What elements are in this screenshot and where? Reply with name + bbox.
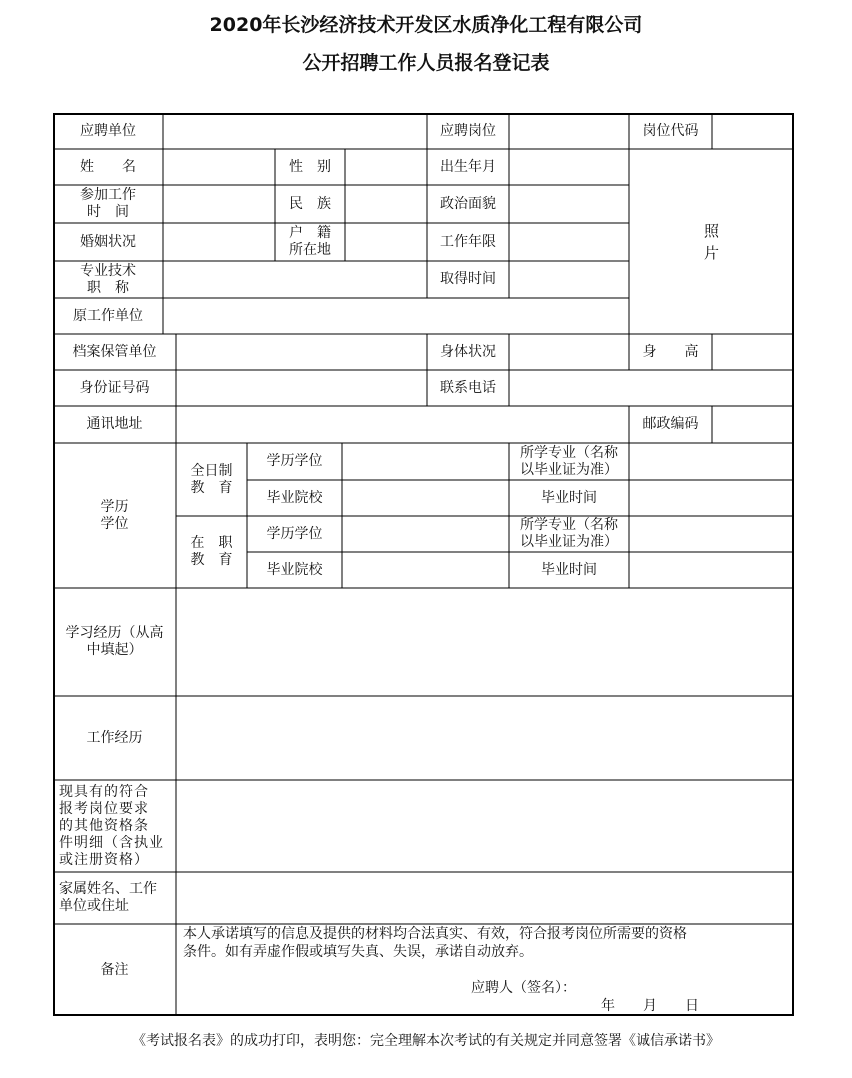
other-qualifications-field[interactable]: [176, 780, 794, 872]
label-ft-major: 所学专业（名称 以毕业证为准）: [520, 444, 618, 478]
form-title-line2: 公开招聘工作人员报名登记表: [302, 52, 550, 74]
pt-grad-time-field[interactable]: [629, 552, 794, 588]
phone-field[interactable]: [509, 370, 794, 406]
height-field[interactable]: [712, 334, 794, 370]
name-field[interactable]: [163, 149, 275, 185]
label-title-pro: 专业技术 职 称: [80, 262, 136, 296]
former-unit-field[interactable]: [163, 298, 629, 334]
label-family: 家属姓名、工作 单位或住址: [59, 881, 157, 914]
birth-field[interactable]: [509, 149, 629, 185]
label-pt-major: 所学专业（名称 以毕业证为准）: [520, 517, 618, 550]
commitment-line2: 条件。如有弄虚作假或填写失真、失误，承诺自动放弃。: [183, 944, 533, 960]
pt-major-field[interactable]: [629, 516, 794, 552]
pt-school-field[interactable]: [342, 552, 509, 588]
label-political: 政治面貌: [440, 195, 496, 212]
signature-date: 年 月 日: [601, 998, 699, 1014]
postcode-field[interactable]: [712, 406, 794, 443]
ft-school-field[interactable]: [342, 480, 509, 516]
label-ft-degree: 学历学位: [266, 453, 323, 469]
post-code-field[interactable]: [712, 113, 794, 149]
label-archive-unit: 档案保管单位: [72, 343, 157, 360]
label-education: 学历 学位: [100, 498, 129, 532]
label-postcode: 邮政编码: [642, 416, 699, 432]
label-work-start: 参加工作 时 间: [80, 187, 136, 220]
work-years-field[interactable]: [509, 223, 629, 261]
label-hukou: 户 籍 所在地: [289, 225, 331, 258]
label-birth: 出生年月: [440, 158, 496, 175]
political-field[interactable]: [509, 185, 629, 223]
commitment-line1: 本人承诺填写的信息及提供的材料均合法真实、有效，符合报考岗位所需要的资格: [183, 926, 687, 942]
apply-post-field[interactable]: [509, 113, 629, 149]
label-height: 身 高: [642, 343, 699, 360]
archive-unit-field[interactable]: [176, 334, 427, 370]
marital-field[interactable]: [163, 223, 275, 261]
address-field[interactable]: [176, 406, 629, 443]
obtain-time-field[interactable]: [509, 261, 629, 298]
label-other-qualifications: 现具有的符合 报考岗位要求 的其他资格条 件明细（含执业 或注册资格）: [59, 783, 164, 868]
label-post-code: 岗位代码: [642, 122, 699, 139]
signature-label: 应聘人（签名）：: [471, 980, 576, 996]
label-work-history: 工作经历: [86, 729, 143, 746]
label-address: 通讯地址: [86, 416, 143, 432]
label-pt-grad-time: 毕业时间: [541, 561, 597, 578]
hukou-field[interactable]: [345, 223, 427, 261]
work-history-field[interactable]: [176, 696, 794, 780]
label-obtain-time: 取得时间: [440, 271, 496, 287]
label-apply-post: 应聘岗位: [440, 122, 496, 139]
label-ft-grad-time: 毕业时间: [541, 489, 597, 506]
ethnicity-field[interactable]: [345, 185, 427, 223]
label-former-unit: 原工作单位: [73, 307, 143, 324]
study-history-field[interactable]: [176, 588, 794, 696]
photo-box[interactable]: 照 片: [703, 221, 719, 262]
label-fulltime-education: 全日制 教 育: [190, 462, 233, 496]
ft-major-field[interactable]: [629, 443, 794, 480]
label-remarks: 备注: [100, 961, 129, 978]
pt-degree-field[interactable]: [342, 516, 509, 552]
label-health: 身体状况: [440, 343, 496, 360]
label-apply-unit: 应聘单位: [80, 122, 136, 139]
ft-grad-time-field[interactable]: [629, 480, 794, 516]
label-phone: 联系电话: [440, 379, 496, 396]
label-pt-school: 毕业院校: [266, 561, 323, 578]
label-ft-school: 毕业院校: [266, 489, 323, 506]
title-pro-field[interactable]: [163, 261, 427, 298]
label-gender: 性 别: [289, 158, 331, 175]
health-field[interactable]: [509, 334, 629, 370]
label-parttime-education: 在 职 教 育: [190, 535, 233, 568]
family-field[interactable]: [176, 872, 794, 924]
ft-degree-field[interactable]: [342, 443, 509, 480]
label-id-number: 身份证号码: [79, 379, 150, 396]
id-number-field[interactable]: [176, 370, 427, 406]
label-marital: 婚姻状况: [80, 233, 136, 250]
form-title-line1: 2020年长沙经济技术开发区水质净化工程有限公司: [209, 14, 643, 36]
registration-form-table: [53, 113, 794, 1016]
label-name: 姓 名: [80, 158, 136, 175]
label-ethnicity: 民 族: [289, 195, 331, 212]
label-study-history: 学习经历（从高 中填起）: [65, 625, 164, 658]
gender-field[interactable]: [345, 149, 427, 185]
apply-unit-field[interactable]: [163, 113, 427, 149]
work-start-field[interactable]: [163, 185, 275, 223]
footer-notice: 《考试报名表》的成功打印，表明您：完全理解本次考试的有关规定并同意签署《诚信承诺书》: [132, 1033, 720, 1049]
label-pt-degree: 学历学位: [266, 525, 323, 542]
label-work-years: 工作年限: [440, 233, 496, 250]
